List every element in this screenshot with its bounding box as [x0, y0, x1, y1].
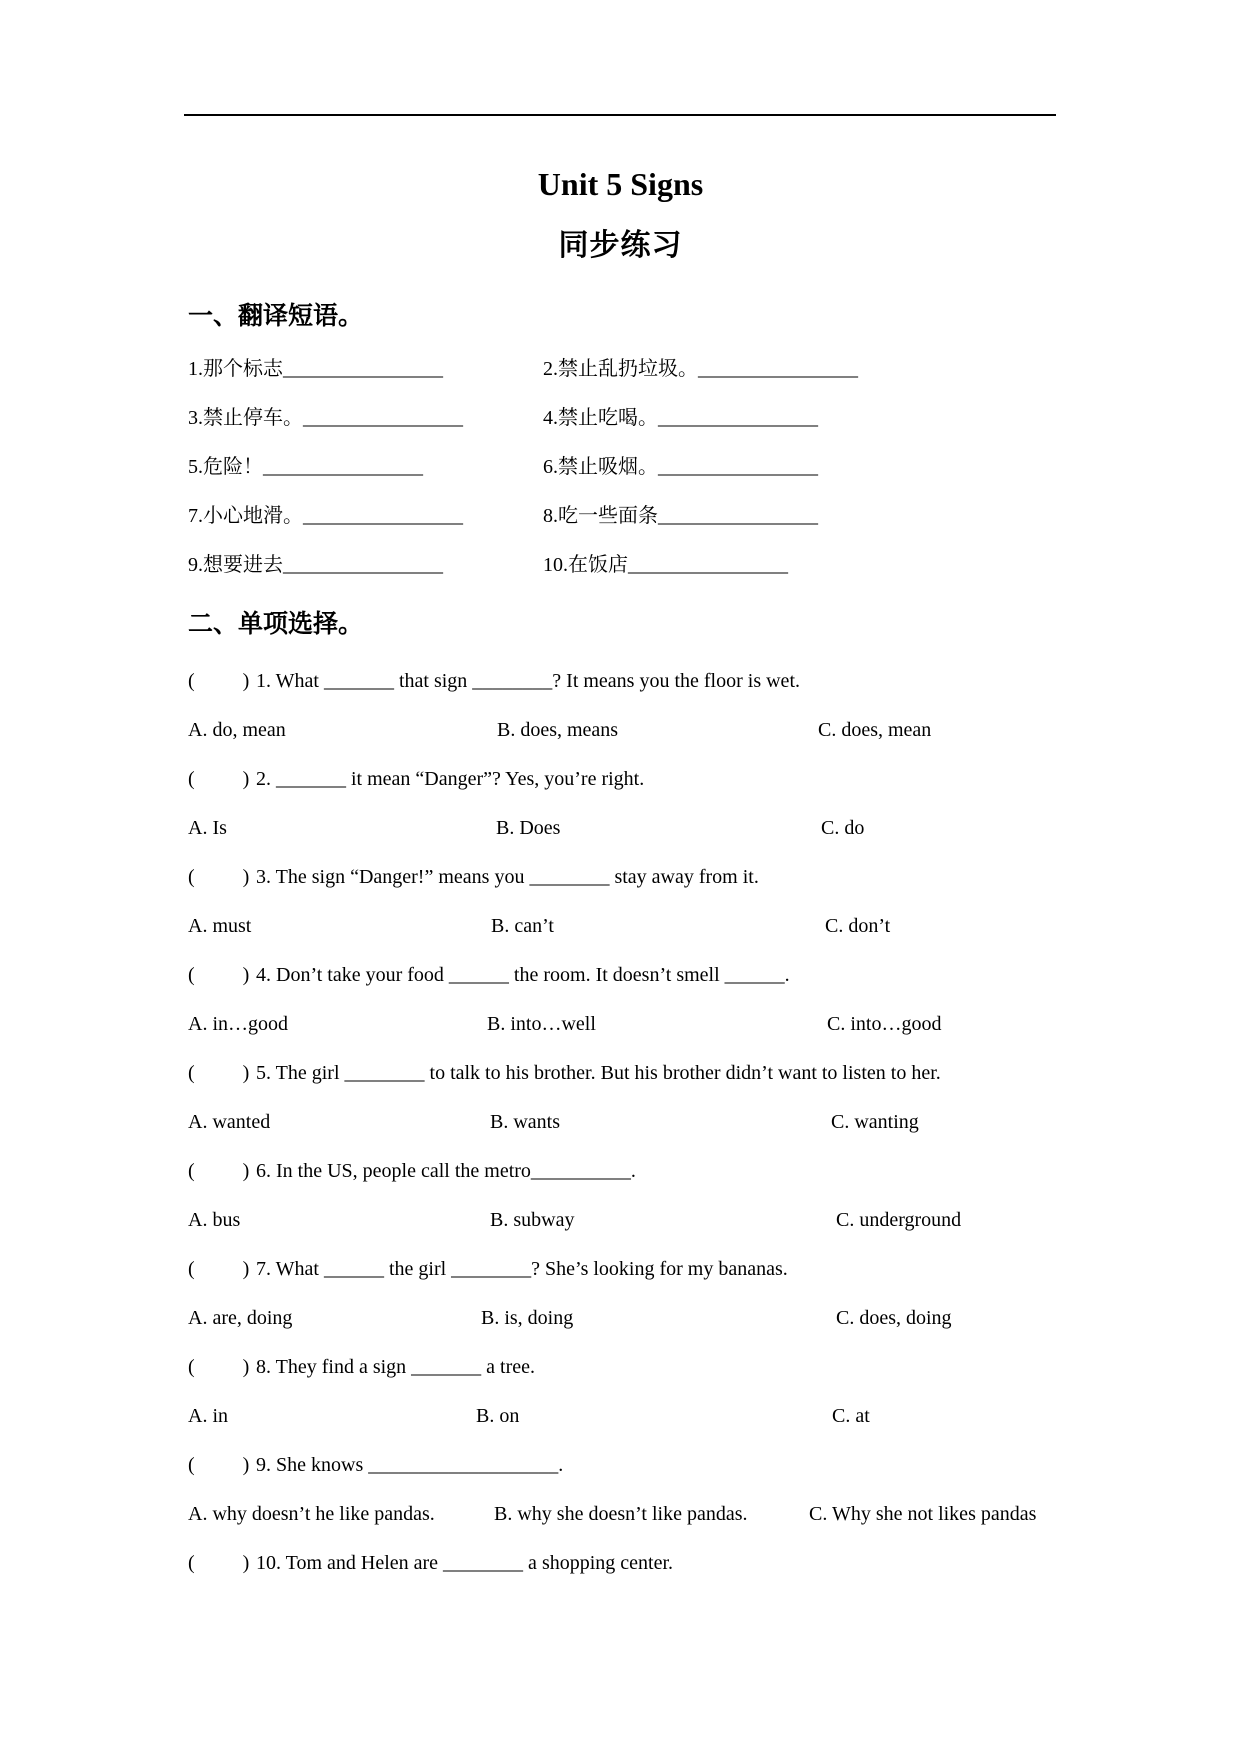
option-b: B. is, doing [481, 1307, 574, 1329]
translate-item: 10.在饭店________________ [543, 554, 788, 576]
option-c: C. at [832, 1405, 870, 1427]
question [188, 1060, 941, 1086]
option-a: A. are, doing [188, 1307, 293, 1329]
option-c: C. does, doing [836, 1307, 952, 1329]
bracket-open: ( [188, 1160, 195, 1182]
translate-item: 7.小心地滑。________________ [188, 505, 463, 527]
option-b: B. wants [490, 1111, 560, 1133]
section-heading-translate: 一、翻译短语。 [188, 301, 364, 330]
option-b: B. into…well [487, 1013, 596, 1035]
option-a: A. why doesn’t he like pandas. [188, 1503, 435, 1525]
translate-item: 3.禁止停车。________________ [188, 407, 463, 429]
translate-item: 6.禁止吸烟。________________ [543, 456, 818, 478]
answer-bracket[interactable] [188, 962, 251, 988]
option-c: C. wanting [831, 1111, 919, 1133]
bracket-close: ) [242, 670, 250, 692]
page-title: Unit 5 Signs [537, 166, 704, 202]
question [188, 766, 644, 792]
answer-bracket[interactable] [188, 766, 251, 792]
option-c: C. into…good [827, 1013, 942, 1035]
option-c: C. Why she not likes pandas [809, 1503, 1037, 1525]
option-a: A. bus [188, 1209, 241, 1231]
bracket-close: ) [242, 1356, 250, 1378]
translate-item: 1.那个标志________________ [188, 358, 443, 380]
question [188, 1550, 673, 1576]
bracket-close: ) [242, 1552, 250, 1574]
bracket-open: ( [188, 1454, 195, 1476]
question [188, 864, 759, 890]
option-c: C. don’t [825, 915, 891, 937]
option-a: A. do, mean [188, 719, 286, 741]
question-stem: 7. What ______ the girl ________? She’s looking for my bananas. [256, 1258, 788, 1280]
translate-item: 2.禁止乱扔垃圾。________________ [543, 358, 858, 380]
answer-bracket[interactable] [188, 1158, 251, 1184]
bracket-open: ( [188, 964, 195, 986]
bracket-open: ( [188, 1062, 195, 1084]
question [188, 1256, 788, 1282]
page-subtitle: 同步练习 [558, 228, 683, 263]
option-c: C. do [821, 817, 865, 839]
section-heading-choice: 二、单项选择。 [188, 609, 364, 638]
option-b: B. why she doesn’t like pandas. [494, 1503, 748, 1525]
bracket-open: ( [188, 768, 195, 790]
bracket-close: ) [242, 1160, 250, 1182]
option-b: B. subway [490, 1209, 575, 1231]
question-stem: 10. Tom and Helen are ________ a shopping center. [256, 1552, 674, 1574]
answer-bracket[interactable] [188, 1060, 251, 1086]
option-c: C. does, mean [818, 719, 932, 741]
translate-item: 5.危险！________________ [188, 456, 423, 478]
bracket-close: ) [242, 964, 250, 986]
question [188, 1354, 535, 1380]
question-stem: 4. Don’t take your food ______ the room. It doesn’t smell ______. [256, 964, 790, 986]
question [188, 1158, 636, 1184]
option-b: B. Does [496, 817, 561, 839]
option-b: B. on [476, 1405, 520, 1427]
answer-bracket[interactable] [188, 1550, 251, 1576]
question-stem: 9. She knows ___________________. [256, 1454, 564, 1476]
answer-bracket[interactable] [188, 864, 251, 890]
question [188, 1452, 563, 1478]
bracket-open: ( [188, 1356, 195, 1378]
option-a: A. in [188, 1405, 228, 1427]
bracket-open: ( [188, 866, 195, 888]
question-stem: 8. They find a sign _______ a tree. [256, 1356, 536, 1378]
bracket-open: ( [188, 670, 195, 692]
option-c: C. underground [836, 1209, 962, 1231]
question-stem: 6. In the US, people call the metro__________. [256, 1160, 636, 1182]
translate-item: 8.吃一些面条________________ [543, 505, 818, 527]
question [188, 962, 790, 988]
answer-bracket[interactable] [188, 1354, 251, 1380]
option-a: A. in…good [188, 1013, 288, 1035]
question-stem: 5. The girl ________ to talk to his brother. But his brother didn’t want to listen to her. [256, 1062, 941, 1084]
question [188, 668, 800, 694]
bracket-close: ) [242, 768, 250, 790]
bracket-close: ) [242, 1454, 250, 1476]
question-stem: 3. The sign “Danger!” means you ________ stay away from it. [256, 866, 759, 888]
answer-bracket[interactable] [188, 1452, 251, 1478]
bracket-close: ) [242, 866, 250, 888]
bracket-close: ) [242, 1258, 250, 1280]
option-a: A. must [188, 915, 252, 937]
translate-item: 9.想要进去________________ [188, 554, 443, 576]
question-stem: 1. What _______ that sign ________? It means you the floor is wet. [256, 670, 800, 692]
answer-bracket[interactable] [188, 1256, 251, 1282]
option-b: B. does, means [497, 719, 619, 741]
answer-bracket[interactable] [188, 668, 251, 694]
option-b: B. can’t [491, 915, 554, 937]
option-a: A. wanted [188, 1111, 271, 1133]
question-stem: 2. _______ it mean “Danger”? Yes, you’re right. [256, 768, 645, 790]
header-rule [184, 114, 1056, 116]
bracket-open: ( [188, 1552, 195, 1574]
bracket-open: ( [188, 1258, 195, 1280]
bracket-close: ) [242, 1062, 250, 1084]
translate-item: 4.禁止吃喝。________________ [543, 407, 818, 429]
option-a: A. Is [188, 817, 227, 839]
